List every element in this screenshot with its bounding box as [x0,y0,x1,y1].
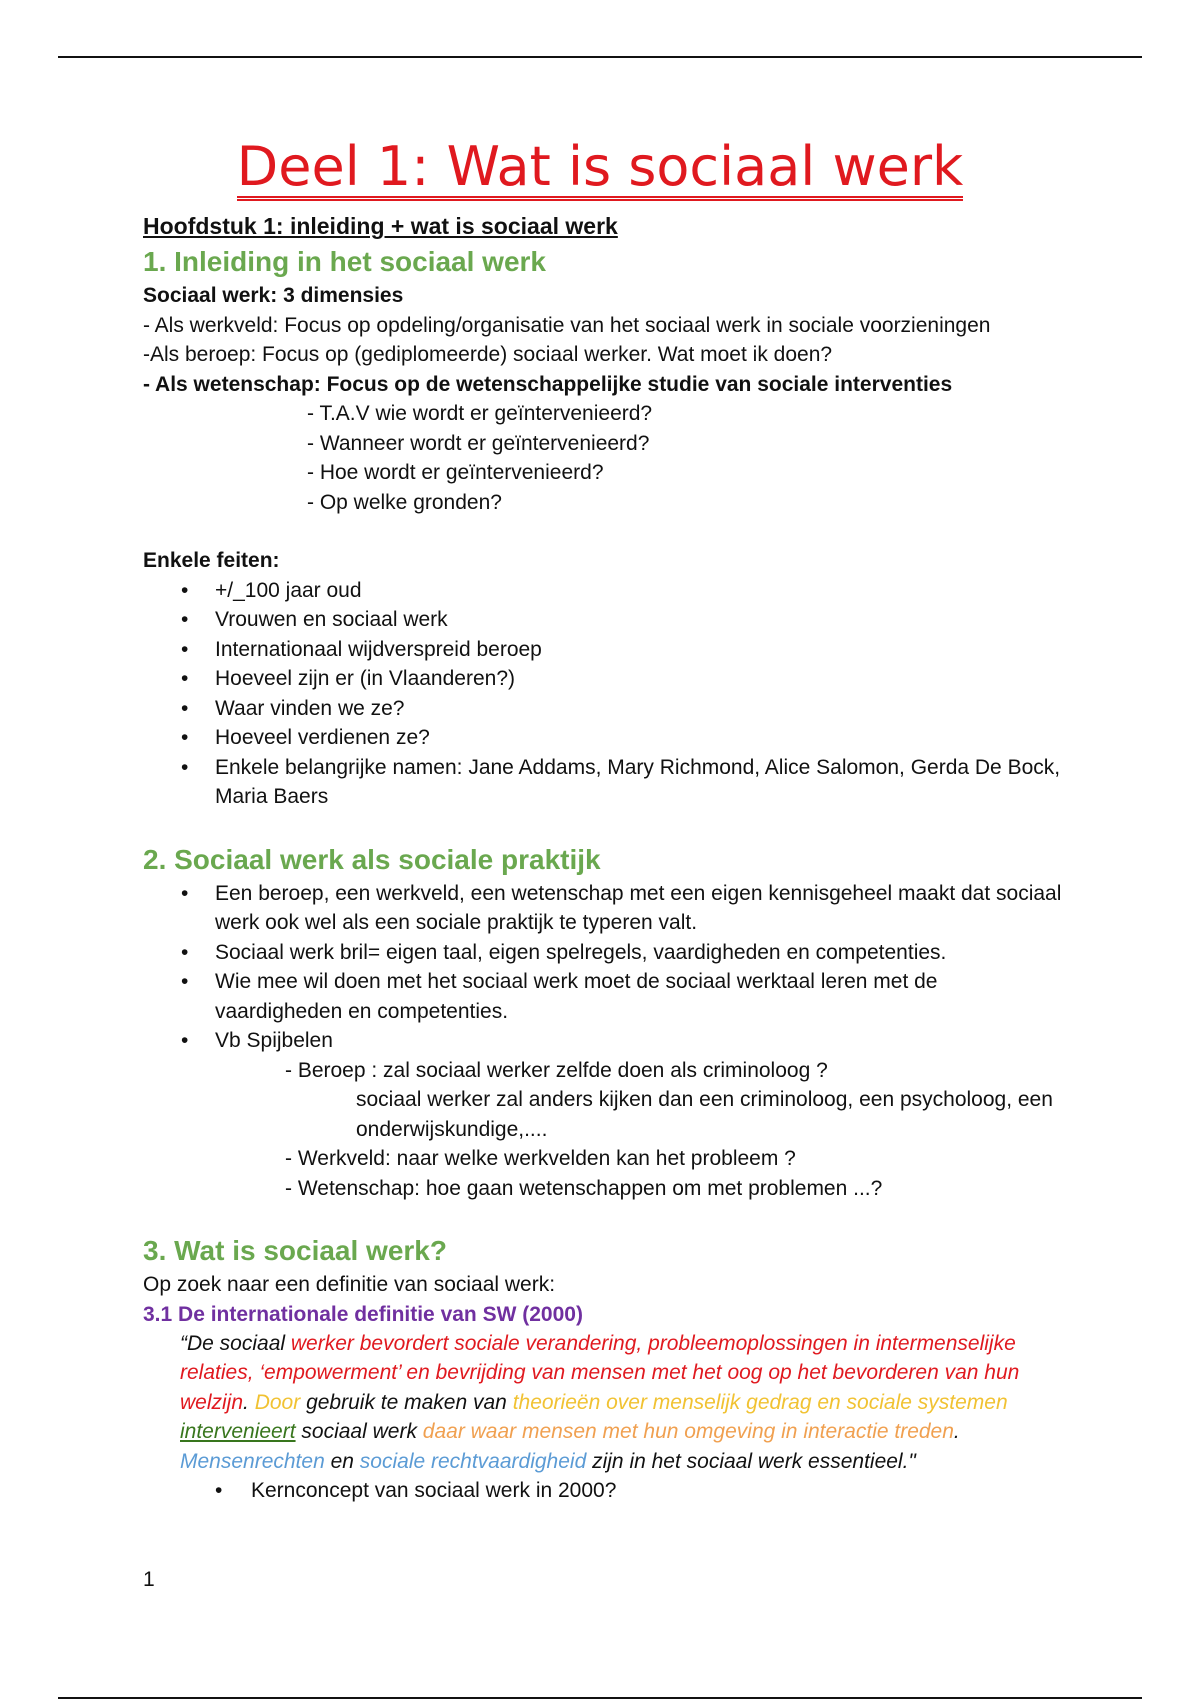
example-wetenschap: - Wetenschap: hoe gaan wetenschappen om met problemen ...? [285,1176,883,1200]
quote-text: en [324,1449,360,1473]
question-item: - Hoe wordt er geïntervenieerd? [307,461,604,484]
quote-text: “De sociaal [180,1331,291,1355]
quote-text: Mensenrechten [180,1449,325,1473]
spacer [143,517,1063,546]
list-item: • Hoeveel verdienen ze? [143,723,1063,753]
question-item: - T.A.V wie wordt er geïntervenieerd? [307,402,653,425]
quote-text: . [243,1390,255,1414]
quote-text: daar waar mensen met hun omgeving in interactie treden [422,1420,954,1443]
list-item: • Vrouwen en sociaal werk [143,605,1063,635]
definition-quote [143,1329,1063,1477]
list-item: • Een beroep, een werkveld, een wetenschap met een eigen kennisgeheel maakt dat sociaal werk ook wel als een sociale praktijk te typeren valt. [143,879,1063,938]
kernconcept-list [143,1476,1063,1506]
section-3-intro: Op zoek naar een definitie van sociaal werk: [143,1273,556,1296]
dimension-wetenschap: - Als wetenschap: Focus op de wetenschappelijke studie van sociale interventies [143,372,953,396]
facts-list [143,576,1063,812]
quote-text: werker bevordert sociale verandering, probleemoplossingen in intermenselijke relaties, ‘empowerment’ en bevrijding van mensen met het oog op het bevorderen van hun welzijn [180,1331,1020,1414]
list-item: • Wie mee wil doen met het sociaal werk moet de sociaal werktaal leren met de vaardigheden en competenties. [143,967,1063,1026]
list-item: • Hoeveel zijn er (in Vlaanderen?) [143,664,1063,694]
list-item: • Internationaal wijdverspreid beroep [143,635,1063,665]
quote-text: theorieën over menselijk gedrag en sociale systemen [512,1390,1008,1414]
chapter-heading: Hoofdstuk 1: inleiding + wat is sociaal werk [143,213,618,239]
list-item: • Waar vinden we ze? [143,694,1063,724]
list-item: • +/_100 jaar oud [143,576,1063,606]
section-2-heading: 2. Sociaal werk als sociale praktijk [143,843,601,875]
dimension-beroep: -Als beroep: Focus op (gediplomeerde) sociaal werker. Wat moet ik doen? [143,343,833,366]
dimension-werkveld: - Als werkveld: Focus op opdeling/organisatie van het sociaal werk in sociale voorzieningen [143,313,991,337]
footer-rule [58,1697,1142,1699]
practice-list [143,879,1063,1056]
quote-text: gebruik te maken van [300,1390,513,1414]
example-beroep-detail: sociaal werker zal anders kijken dan een criminoloog, een psycholoog, een onderwijskundige,.... [356,1088,1053,1141]
quote-text: sociale rechtvaardigheid [359,1449,587,1473]
section-3-heading: 3. Wat is sociaal werk? [143,1235,447,1266]
quote-text: intervenieert [180,1420,296,1443]
quote-text: . [953,1420,960,1443]
spacer [143,812,1063,841]
document-body [143,211,1063,1506]
section-1-heading: 1. Inleiding in het sociaal werk [143,246,547,277]
quote-text: zijn in het sociaal werk essentieel." [586,1449,916,1473]
document-title: Deel 1: Wat is sociaal werk [0,140,1200,201]
example-werkveld: - Werkveld: naar welke werkvelden kan het probleem ? [285,1147,796,1170]
quote-text: sociaal werk [295,1420,423,1443]
list-item: • Vb Spijbelen [143,1026,1063,1056]
facts-label: Enkele feiten: [143,549,280,572]
example-beroep: - Beroep : zal sociaal werker zelfde doen als criminoloog ? [285,1058,828,1082]
quote-text: Door [254,1390,301,1414]
dimensions-subheading: Sociaal werk: 3 dimensies [143,284,404,307]
list-item: • Sociaal werk bril= eigen taal, eigen spelregels, vaardigheden en competenties. [143,938,1063,968]
list-item: • Kernconcept van sociaal werk in 2000? [143,1476,1063,1506]
section-3-1-heading: 3.1 De internationale definitie van SW (2000) [143,1302,583,1326]
list-item: • Enkele belangrijke namen: Jane Addams, Mary Richmond, Alice Salomon, Gerda De Bock, Maria Baers [143,753,1063,812]
question-item: - Op welke gronden? [307,490,502,514]
header-rule [58,56,1142,58]
spacer [143,1203,1063,1232]
page-number: 1 [143,1568,155,1591]
question-item: - Wanneer wordt er geïntervenieerd? [307,431,650,455]
